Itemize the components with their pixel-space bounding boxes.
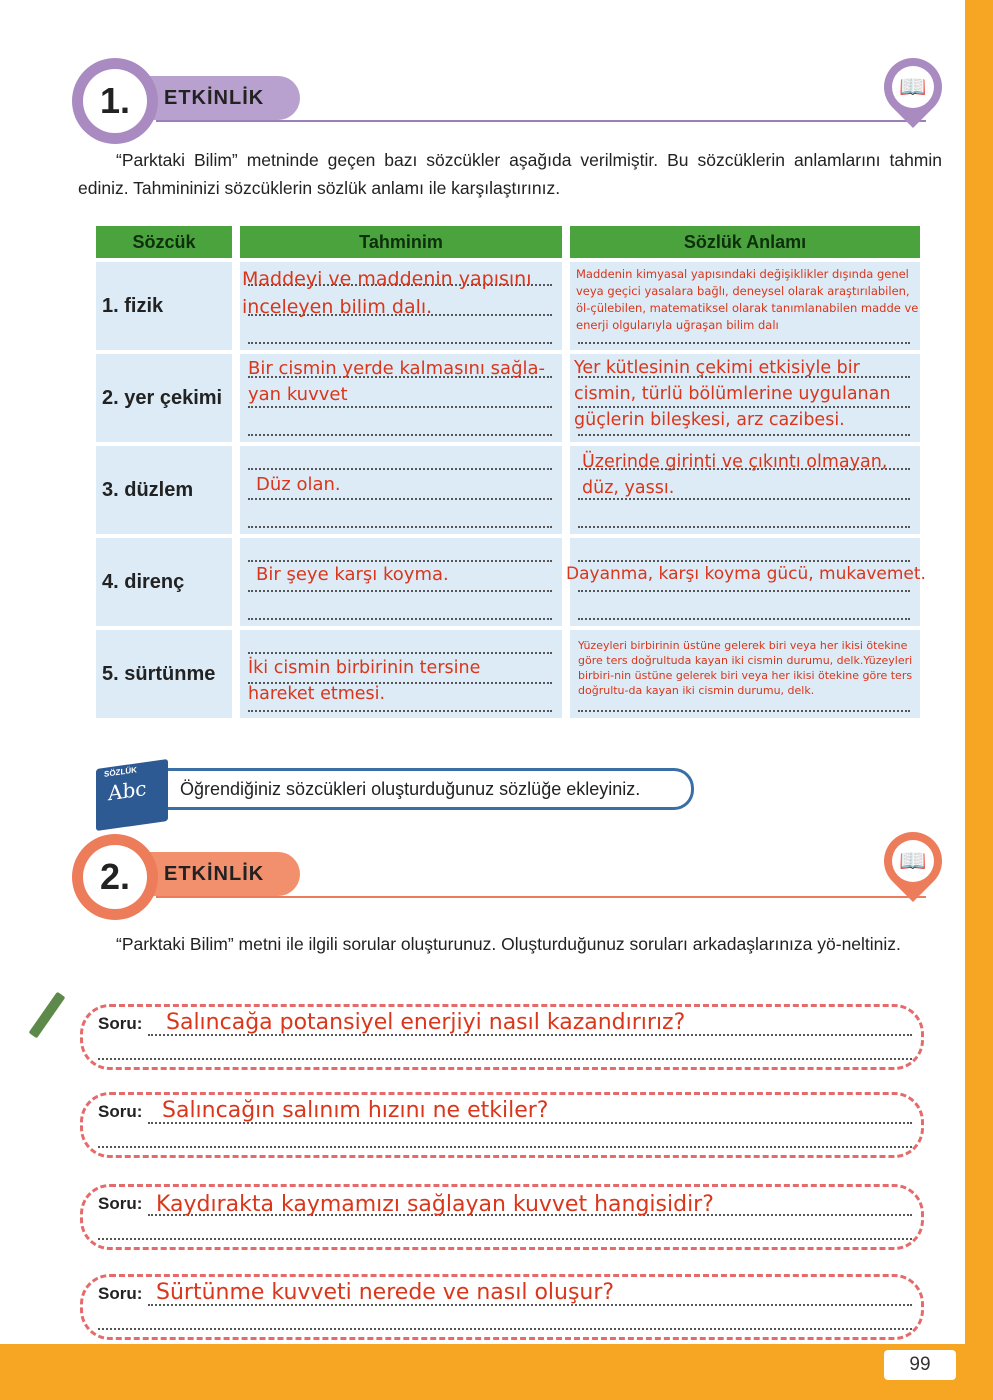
guess-cell[interactable] bbox=[240, 262, 562, 350]
meaning-text: Yüzeyleri birbirinin üstüne gelerek biri veya her ikisi ötekine göre ters doğrultuda kayan iki cismin durumu, delk.Yüzeyleri birbiri-nin üstüne gelerek biri veya her ikisi ötekine göre ters doğrultu-da kayan iki cismin durumu, delk. bbox=[578, 639, 913, 697]
meaning-cell[interactable] bbox=[566, 538, 926, 626]
table-row-word: 1. fizik bbox=[96, 262, 232, 350]
guess-line: İki cismin birbirinin tersine bbox=[248, 658, 481, 678]
activity-2-rule bbox=[156, 896, 926, 898]
activity-2-header bbox=[72, 834, 872, 924]
guess-cell[interactable] bbox=[240, 630, 562, 718]
question-label: Soru: bbox=[98, 1284, 143, 1303]
meaning-cell[interactable] bbox=[570, 262, 920, 350]
table-header-guess: Tahminim bbox=[240, 226, 562, 258]
guess-line: Düz olan. bbox=[256, 474, 341, 495]
guess-line: Maddeyi ve maddenin yapısını bbox=[242, 268, 532, 290]
meaning-cell[interactable] bbox=[570, 446, 920, 534]
activity-1-rule bbox=[156, 120, 926, 122]
dictionary-book-tag: SÖZLÜK bbox=[104, 765, 137, 779]
meaning-line: Yer kütlesinin çekimi etkisiyle bir bbox=[574, 358, 860, 378]
book-pin-icon: 📖 bbox=[872, 820, 954, 902]
question-answer[interactable]: Kaydırakta kaymamızı sağlayan kuvvet hangisidir? bbox=[156, 1192, 714, 1217]
meaning-line: Dayanma, karşı koyma gücü, mukavemet. bbox=[566, 564, 926, 584]
activity-2-instruction bbox=[78, 930, 942, 958]
table-row-word: 3. düzlem bbox=[96, 446, 232, 534]
question-answer[interactable]: Sürtünme kuvveti nerede ve nasıl oluşur? bbox=[156, 1280, 615, 1305]
table-header-word: Sözcük bbox=[96, 226, 232, 258]
page-number: 99 bbox=[884, 1350, 956, 1380]
guess-cell[interactable] bbox=[240, 538, 562, 626]
guess-cell[interactable] bbox=[240, 446, 562, 534]
table-row-word: 4. direnç bbox=[96, 538, 232, 626]
question-answer[interactable]: Salıncağın salınım hızını ne etkiler? bbox=[162, 1098, 549, 1123]
page-frame-right bbox=[965, 0, 993, 1400]
activity-2-number-bubble bbox=[72, 834, 158, 920]
table-row-word: 2. yer çekimi bbox=[96, 354, 232, 442]
question-label: Soru: bbox=[98, 1102, 143, 1121]
table-row-word: 5. sürtünme bbox=[96, 630, 232, 718]
question-answer[interactable]: Salıncağa potansiyel enerjiyi nasıl kazandırırız? bbox=[166, 1010, 686, 1035]
guess-line: Bir şeye karşı koyma. bbox=[256, 564, 449, 585]
meaning-line: güçlerin bileşkesi, arz cazibesi. bbox=[574, 410, 845, 430]
activity-1-title: ETKİNLİK bbox=[132, 76, 300, 120]
guess-line: hareket etmesi. bbox=[248, 684, 386, 704]
activity-1-instruction bbox=[78, 146, 942, 202]
activity-1-header bbox=[72, 58, 872, 148]
meaning-text: Maddenin kimyasal yapısındaki değişiklikler dışında genel veya geçici yasalara bağlı, deneysel olarak araştırılabilen, öl-çülebilen, matematiksel olarak tanımlanabilen madde ve enerji olgularıyla uğraşan bilim dalı bbox=[576, 267, 919, 332]
page-frame-bottom bbox=[0, 1344, 993, 1400]
activity-2-instruction-text: “Parktaki Bilim” metni ile ilgili sorular oluşturunuz. Oluşturduğunuz soruları arkadaşlarınıza yö-neltiniz. bbox=[116, 934, 901, 954]
activity-1-number: 1. bbox=[83, 69, 147, 133]
dictionary-book-label: Abc bbox=[108, 775, 147, 806]
question-label: Soru: bbox=[98, 1014, 143, 1033]
meaning-line: düz, yassı. bbox=[582, 478, 675, 498]
book-pin-icon: 📖 bbox=[872, 46, 954, 128]
activity-1-instruction-text: “Parktaki Bilim” metninde geçen bazı sözcükler aşağıda verilmiştir. Bu sözcüklerin anlamlarını tahmin ediniz. Tahmininizi sözcüklerin sözlük anlamı ile karşılaştırınız. bbox=[78, 150, 942, 198]
dictionary-book-icon bbox=[96, 759, 168, 831]
activity-2-title: ETKİNLİK bbox=[132, 852, 300, 896]
guess-cell[interactable] bbox=[240, 354, 562, 442]
guess-line: yan kuvvet bbox=[248, 384, 348, 405]
table-header-meaning: Sözlük Anlamı bbox=[570, 226, 920, 258]
meaning-cell[interactable] bbox=[570, 630, 920, 718]
question-label: Soru: bbox=[98, 1194, 143, 1213]
guess-line: Bir cismin yerde kalmasını sağla- bbox=[248, 358, 546, 379]
dictionary-tip: Öğrendiğiniz sözcükleri oluşturduğunuz sözlüğe ekleyiniz. bbox=[160, 768, 694, 810]
guess-line: inceleyen bilim dalı. bbox=[242, 296, 433, 318]
activity-1-number-bubble bbox=[72, 58, 158, 144]
meaning-cell[interactable] bbox=[570, 354, 920, 442]
meaning-line: Üzerinde girinti ve çıkıntı olmayan, bbox=[582, 452, 888, 472]
activity-2-number: 2. bbox=[83, 845, 147, 909]
meaning-line: cismin, türlü bölümlerine uygulanan bbox=[574, 384, 891, 404]
